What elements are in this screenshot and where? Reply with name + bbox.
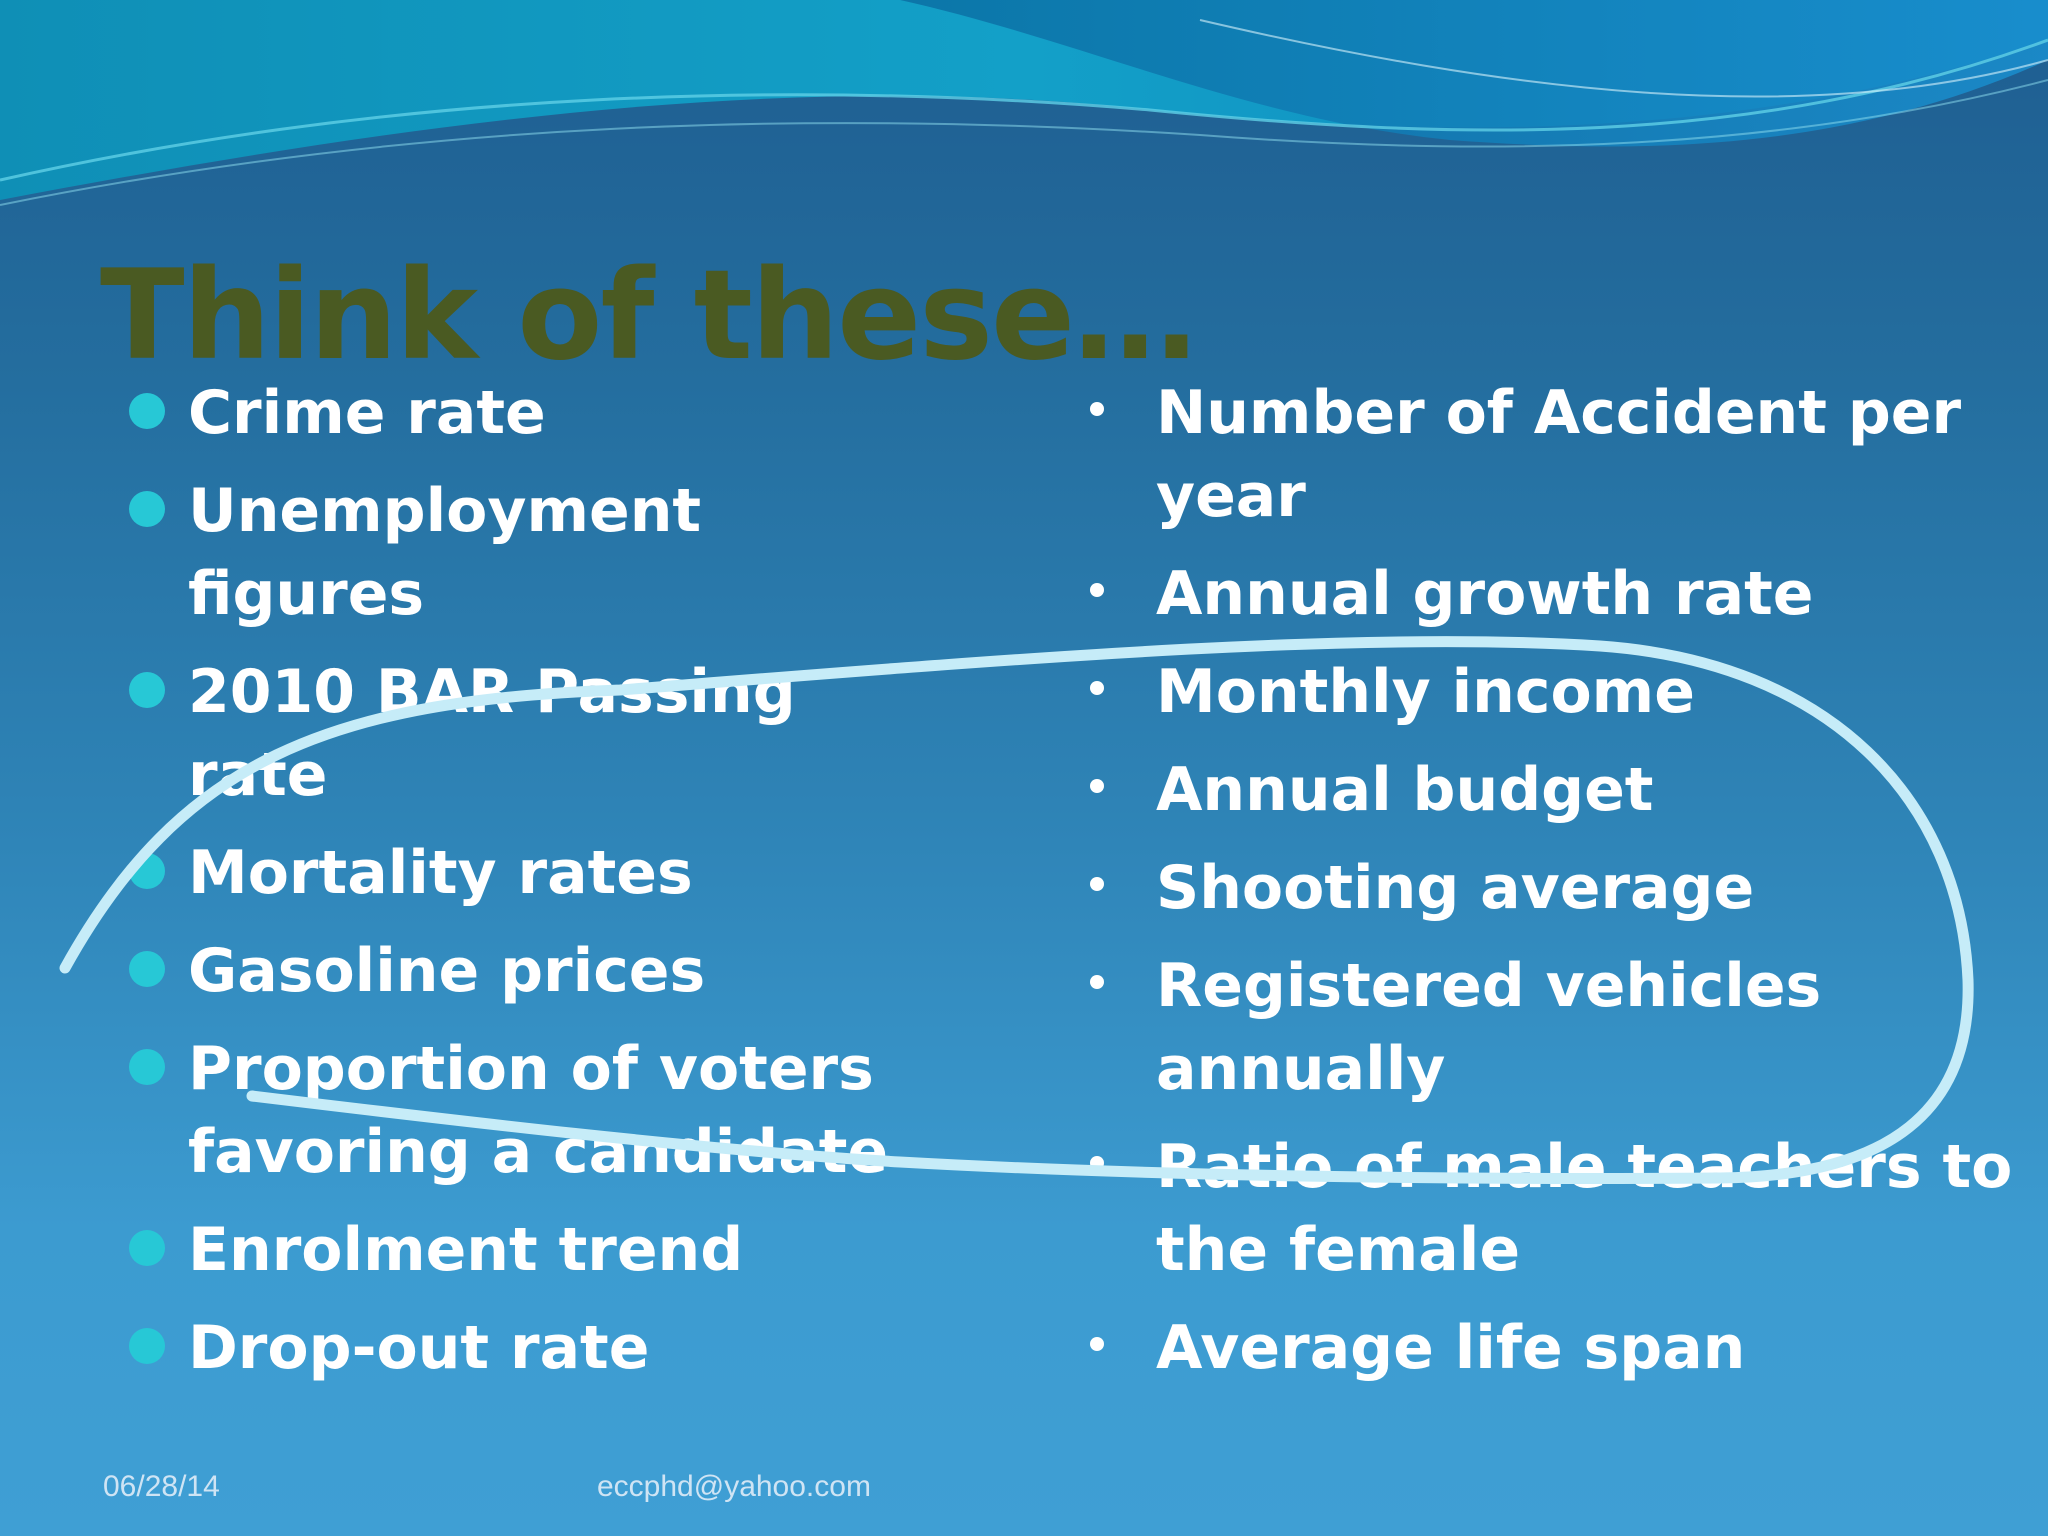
list-item bbox=[188, 372, 948, 455]
list-item-text: Annual budget bbox=[1156, 755, 1654, 825]
list-item-text: Monthly income bbox=[1156, 657, 1695, 727]
list-item-text: 2010 BAR Passing rate bbox=[188, 657, 796, 810]
list-item bbox=[188, 1028, 948, 1194]
bullet-dot-icon bbox=[129, 1049, 165, 1085]
list-item bbox=[1156, 1126, 2016, 1292]
bullet-dot-icon bbox=[1090, 975, 1104, 989]
list-item bbox=[1156, 945, 2016, 1111]
list-item-text: Registered vehicles annually bbox=[1156, 951, 1822, 1104]
bullet-dot-icon bbox=[129, 1328, 165, 1364]
list-item bbox=[1156, 847, 2016, 930]
list-item bbox=[188, 832, 948, 915]
bullet-dot-icon bbox=[129, 393, 165, 429]
list-item bbox=[188, 930, 948, 1013]
footer-date: 06/28/14 bbox=[103, 1470, 220, 1503]
right-bullet-list bbox=[1156, 372, 2016, 1405]
bullet-dot-icon bbox=[129, 853, 165, 889]
list-item-text: Gasoline prices bbox=[188, 936, 706, 1006]
list-item bbox=[188, 651, 948, 817]
bullet-dot-icon bbox=[1090, 877, 1104, 891]
slide-title: Think of these… bbox=[100, 244, 1196, 388]
list-item bbox=[188, 470, 948, 636]
list-item bbox=[1156, 1307, 2016, 1390]
left-bullet-list bbox=[188, 372, 948, 1405]
bullet-dot-icon bbox=[1090, 1156, 1104, 1170]
list-item-text: Annual growth rate bbox=[1156, 559, 1814, 629]
list-item-text: Enrolment trend bbox=[188, 1215, 744, 1285]
list-item bbox=[1156, 651, 2016, 734]
list-item bbox=[188, 1209, 948, 1292]
list-item-text: Crime rate bbox=[188, 378, 546, 448]
list-item-text: Ratio of male teachers to the female bbox=[1156, 1132, 2013, 1285]
bullet-dot-icon bbox=[129, 672, 165, 708]
bullet-dot-icon bbox=[1090, 681, 1104, 695]
bullet-dot-icon bbox=[129, 1230, 165, 1266]
footer-email: eccphd@yahoo.com bbox=[597, 1470, 871, 1503]
list-item-text: Shooting average bbox=[1156, 853, 1755, 923]
bullet-dot-icon bbox=[129, 951, 165, 987]
list-item bbox=[1156, 553, 2016, 636]
bullet-dot-icon bbox=[129, 491, 165, 527]
bullet-dot-icon bbox=[1090, 402, 1104, 416]
list-item bbox=[1156, 749, 2016, 832]
list-item bbox=[1156, 372, 2016, 538]
list-item-text: Drop-out rate bbox=[188, 1313, 650, 1383]
bullet-dot-icon bbox=[1090, 1337, 1104, 1351]
list-item-text: Proportion of voters favoring a candidate bbox=[188, 1034, 889, 1187]
list-item bbox=[188, 1307, 948, 1390]
list-item-text: Number of Accident per year bbox=[1156, 378, 1962, 531]
list-item-text: Mortality rates bbox=[188, 838, 693, 908]
bullet-dot-icon bbox=[1090, 779, 1104, 793]
list-item-text: Unemployment figures bbox=[188, 476, 702, 629]
bullet-dot-icon bbox=[1090, 583, 1104, 597]
list-item-text: Average life span bbox=[1156, 1313, 1746, 1383]
